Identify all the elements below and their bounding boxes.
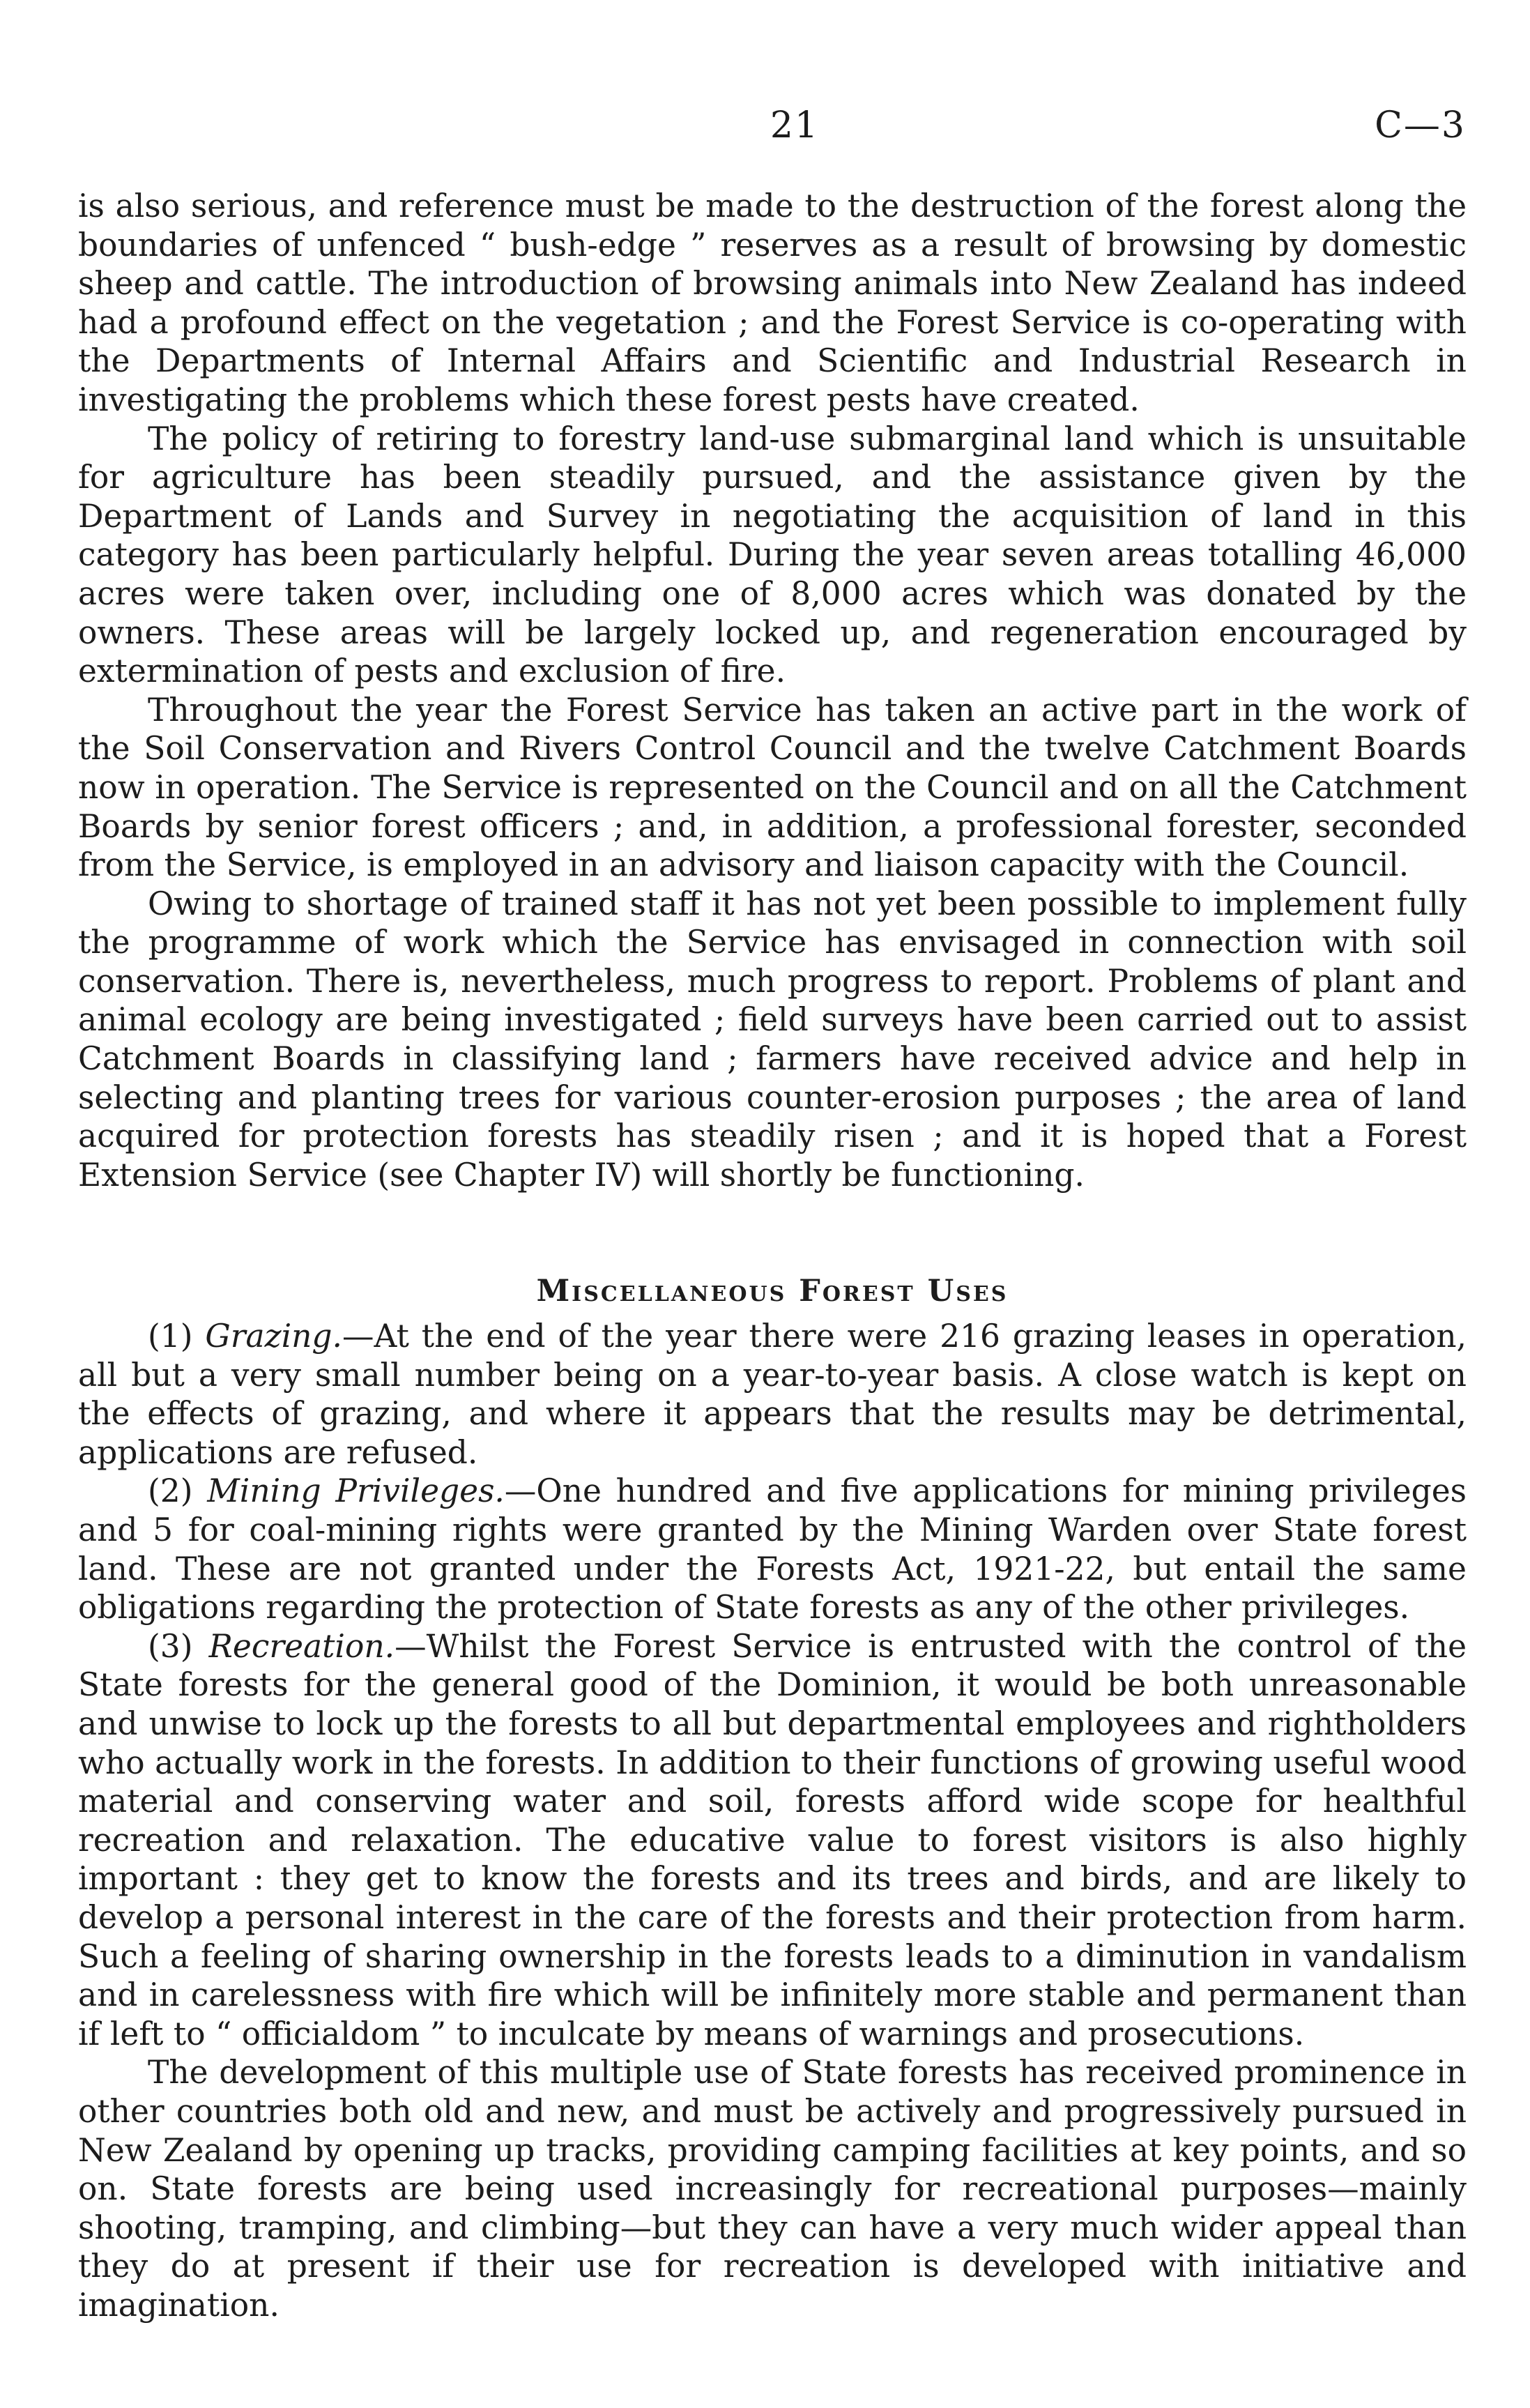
subsection-title: Recreation.	[208, 1627, 395, 1665]
subsection-number: (1)	[148, 1318, 193, 1355]
subsection-mining-privileges	[78, 1472, 1467, 1626]
section-heading: Miscellaneous Forest Uses	[536, 1274, 1009, 1309]
paragraph-staff-shortage: Owing to shortage of trained staff it has not yet been possible to implement fully the programme of work which the Service has envisaged in connection with soil conservation. There is, nevertheless, much progress to report. Problems of plant and animal ecology are being investigated ; field surveys have been carried out to assist Catchment Boards in classifying land ; farmers have received advice and help in selecting and planting trees for various counter-erosion purposes ; the area of land acquired for protection forests has steadily risen ; and it is hoped that a Forest Extension Service (see Chapter IV) will shortly be functioning.	[78, 885, 1467, 1194]
subsection-text: —One hundred and five applications for mining privileges and 5 for coal-mining rights were granted by the Mining Warden over State forest land. These are not granted under the Forests Act, 1921-22, but entail the same obligations regarding the protection of State forests as any of the other privileges.	[78, 1472, 1467, 1626]
paragraph-closing: The development of this multiple use of State forests has received prominence in other countries both old and new, and must be actively and progressively pursued in New Zealand by opening up tracks, providing camping facilities at key points, and so on. State forests are being used increasingly for recreational purposes—mainly shooting, tramping, and climbing—but they can have a very much wider appeal than they do at present if their use for recreation is developed with initiative and imagination.	[78, 2054, 1467, 2324]
subsection-number: (2)	[148, 1472, 193, 1510]
subsection-text: —At the end of the year there were 216 grazing leases in operation, all but a very small number being on a year-to-year basis. A close watch is kept on the effects of grazing, and where it appears that the results may be detrimental, applications are refused.	[78, 1318, 1467, 1471]
document-reference: C—3	[1375, 105, 1466, 146]
subsection-recreation	[78, 1627, 1467, 2054]
page-body	[78, 187, 1467, 2324]
subsection-title: Mining Privileges.	[207, 1472, 505, 1510]
subsection-text: —Whilst the Forest Service is entrusted with the control of the State forests for the general good of the Dominion, it would be both unreasonable and unwise to lock up the forests to all but departmental employees and rightholders who actually work in the forests. In addition to their functions of growing useful wood material and conserving water and soil, forests afford wide scope for healthful recreation and relaxation. The educative value to forest visitors is also highly important : they get to know the forests and its trees and birds, and are likely to develop a personal interest in the care of the forests and their protection from harm. Such a feeling of sharing ownership in the forests leads to a diminution in vandalism and in carelessness with fire which will be infinitely more stable and permanent than if left to “ officialdom ” to inculcate by means of warnings and prosecutions.	[78, 1627, 1467, 2052]
subsection-number: (3)	[148, 1627, 193, 1665]
paragraph-land-retirement: The policy of retiring to forestry land-use submarginal land which is unsuitable for agriculture has been steadily pursued, and the assistance given by the Department of Lands and Survey in negotiating the acquisition of land in this category has been particularly helpful. During the year seven areas totalling 46,000 acres were taken over, including one of 8,000 acres which was donated by the owners. These areas will be largely locked up, and regeneration encouraged by extermination of pests and exclusion of fire.	[78, 420, 1467, 690]
paragraph-continuation: is also serious, and reference must be made to the destruction of the forest along the boundaries of unfenced “ bush-edge ” reserves as a result of browsing by domestic sheep and cattle. The introduction of browsing animals into New Zealand has indeed had a profound effect on the vegetation ; and the Forest Service is co-operating with the Departments of Internal Affairs and Scientific and Industrial Research in investigating the problems which these forest pests have created.	[78, 188, 1467, 418]
subsection-title: Grazing.	[205, 1318, 343, 1355]
page-number: 21	[770, 105, 820, 146]
paragraph-soil-conservation: Throughout the year the Forest Service has taken an active part in the work of the Soil Conservation and Rivers Control Council and the twelve Catchment Boards now in operation. The Service is represented on the Council and on all the Catchment Boards by senior forest officers ; and, in addition, a professional forester, seconded from the Service, is employed in an advisory and liaison capacity with the Council.	[78, 691, 1467, 884]
subsection-grazing	[78, 1317, 1467, 1472]
